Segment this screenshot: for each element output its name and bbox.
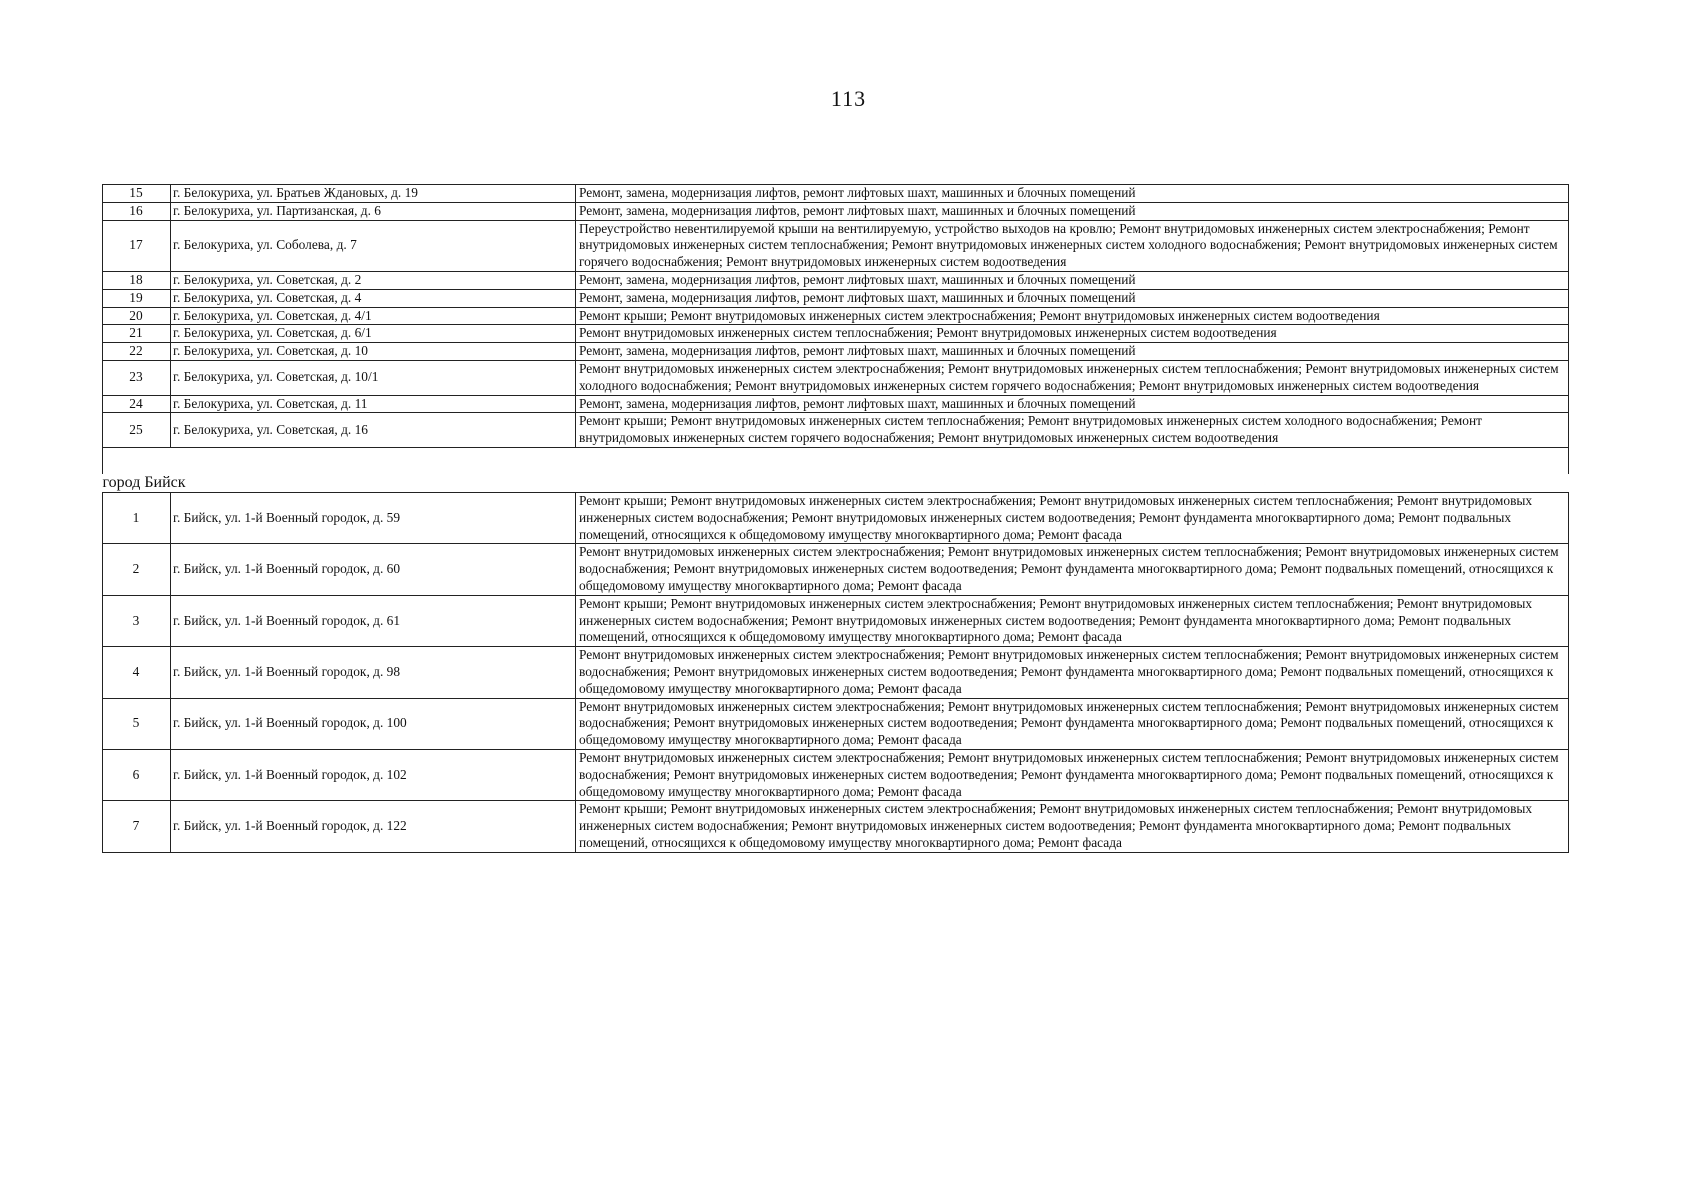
spacer-row bbox=[103, 447, 1569, 474]
section-heading: город Бийск bbox=[103, 474, 1569, 493]
row-address: г. Бийск, ул. 1-й Военный городок, д. 61 bbox=[171, 595, 576, 646]
row-number: 22 bbox=[103, 343, 171, 361]
section-biysk-rows bbox=[103, 492, 1569, 852]
row-number: 6 bbox=[103, 749, 171, 800]
row-address: г. Белокуриха, ул. Братьев Ждановых, д. 19 bbox=[171, 185, 576, 203]
table-row bbox=[103, 202, 1569, 220]
row-works: Ремонт крыши; Ремонт внутридомовых инженерных систем теплоснабжения; Ремонт внутридомовых инженерных систем холодного водоснабжения; Ремонт внутридомовых инженерных систем горячего водоснабжения; Ремонт внутридомовых инженерных систем водоотведения bbox=[576, 413, 1569, 448]
table-row bbox=[103, 413, 1569, 448]
table-row bbox=[103, 492, 1569, 543]
row-works: Ремонт, замена, модернизация лифтов, ремонт лифтовых шахт, машинных и блочных помещений bbox=[576, 185, 1569, 203]
row-address: г. Белокуриха, ул. Советская, д. 10 bbox=[171, 343, 576, 361]
table-row bbox=[103, 749, 1569, 800]
row-works: Ремонт внутридомовых инженерных систем электроснабжения; Ремонт внутридомовых инженерных систем теплоснабжения; Ремонт внутридомовых инженерных систем холодного водоснабжения; Ремонт внутридомовых инженерных систем горячего водоснабжения; Ремонт внутридомовых инженерных систем водоотведения bbox=[576, 360, 1569, 395]
row-works: Ремонт, замена, модернизация лифтов, ремонт лифтовых шахт, машинных и блочных помещений bbox=[576, 343, 1569, 361]
section-belokurikha-rows bbox=[103, 185, 1569, 448]
row-address: г. Бийск, ул. 1-й Военный городок, д. 100 bbox=[171, 698, 576, 749]
row-address: г. Бийск, ул. 1-й Военный городок, д. 122 bbox=[171, 801, 576, 852]
row-address: г. Белокуриха, ул. Партизанская, д. 6 bbox=[171, 202, 576, 220]
row-works: Ремонт внутридомовых инженерных систем теплоснабжения; Ремонт внутридомовых инженерных систем водоотведения bbox=[576, 325, 1569, 343]
row-number: 5 bbox=[103, 698, 171, 749]
table-row bbox=[103, 698, 1569, 749]
row-number: 15 bbox=[103, 185, 171, 203]
table-row bbox=[103, 307, 1569, 325]
row-number: 18 bbox=[103, 271, 171, 289]
row-number: 3 bbox=[103, 595, 171, 646]
row-address: г. Бийск, ул. 1-й Военный городок, д. 102 bbox=[171, 749, 576, 800]
section-heading-row bbox=[103, 474, 1569, 493]
row-number: 4 bbox=[103, 647, 171, 698]
table-row bbox=[103, 343, 1569, 361]
row-works: Ремонт крыши; Ремонт внутридомовых инженерных систем электроснабжения; Ремонт внутридомовых инженерных систем теплоснабжения; Ремонт внутридомовых инженерных систем водоснабжения; Ремонт внутридомовых инженерных систем водоотведения; Ремонт фундамента многоквартирного дома; Ремонт подвальных помещений, относящихся к общедомовому имуществу многоквартирного дома; Ремонт фасада bbox=[576, 801, 1569, 852]
row-works: Ремонт внутридомовых инженерных систем электроснабжения; Ремонт внутридомовых инженерных систем теплоснабжения; Ремонт внутридомовых инженерных систем водоснабжения; Ремонт внутридомовых инженерных систем водоотведения; Ремонт фундамента многоквартирного дома; Ремонт подвальных помещений, относящихся к общедомовому имуществу многоквартирного дома; Ремонт фасада bbox=[576, 698, 1569, 749]
row-number: 24 bbox=[103, 395, 171, 413]
row-number: 17 bbox=[103, 220, 171, 271]
table-row bbox=[103, 647, 1569, 698]
row-number: 1 bbox=[103, 492, 171, 543]
table-row bbox=[103, 801, 1569, 852]
row-address: г. Белокуриха, ул. Советская, д. 4 bbox=[171, 289, 576, 307]
row-address: г. Белокуриха, ул. Советская, д. 6/1 bbox=[171, 325, 576, 343]
row-works: Ремонт крыши; Ремонт внутридомовых инженерных систем электроснабжения; Ремонт внутридомовых инженерных систем теплоснабжения; Ремонт внутридомовых инженерных систем водоснабжения; Ремонт внутридомовых инженерных систем водоотведения; Ремонт фундамента многоквартирного дома; Ремонт подвальных помещений, относящихся к общедомовому имуществу многоквартирного дома; Ремонт фасада bbox=[576, 595, 1569, 646]
row-address: г. Бийск, ул. 1-й Военный городок, д. 98 bbox=[171, 647, 576, 698]
repair-schedule-table bbox=[102, 184, 1569, 853]
table-row bbox=[103, 289, 1569, 307]
row-works: Ремонт внутридомовых инженерных систем электроснабжения; Ремонт внутридомовых инженерных систем теплоснабжения; Ремонт внутридомовых инженерных систем водоснабжения; Ремонт внутридомовых инженерных систем водоотведения; Ремонт фундамента многоквартирного дома; Ремонт подвальных помещений, относящихся к общедомовому имуществу многоквартирного дома; Ремонт фасада bbox=[576, 647, 1569, 698]
row-works: Ремонт, замена, модернизация лифтов, ремонт лифтовых шахт, машинных и блочных помещений bbox=[576, 202, 1569, 220]
row-works: Ремонт крыши; Ремонт внутридомовых инженерных систем электроснабжения; Ремонт внутридомовых инженерных систем водоотведения bbox=[576, 307, 1569, 325]
row-number: 23 bbox=[103, 360, 171, 395]
table-row bbox=[103, 325, 1569, 343]
row-number: 16 bbox=[103, 202, 171, 220]
table-row bbox=[103, 360, 1569, 395]
row-address: г. Белокуриха, ул. Советская, д. 10/1 bbox=[171, 360, 576, 395]
row-number: 25 bbox=[103, 413, 171, 448]
table-row bbox=[103, 220, 1569, 271]
row-number: 7 bbox=[103, 801, 171, 852]
row-works: Ремонт, замена, модернизация лифтов, ремонт лифтовых шахт, машинных и блочных помещений bbox=[576, 395, 1569, 413]
row-number: 19 bbox=[103, 289, 171, 307]
row-number: 21 bbox=[103, 325, 171, 343]
row-works: Ремонт, замена, модернизация лифтов, ремонт лифтовых шахт, машинных и блочных помещений bbox=[576, 289, 1569, 307]
row-works: Ремонт, замена, модернизация лифтов, ремонт лифтовых шахт, машинных и блочных помещений bbox=[576, 271, 1569, 289]
row-works: Переустройство невентилируемой крыши на вентилируемую, устройство выходов на кровлю; Ремонт внутридомовых инженерных систем электроснабжения; Ремонт внутридомовых инженерных систем теплоснабжения; Ремонт внутридомовых инженерных систем холодного водоснабжения; Ремонт внутридомовых инженерных систем горячего водоснабжения; Ремонт внутридомовых инженерных систем водоотведения bbox=[576, 220, 1569, 271]
row-address: г. Белокуриха, ул. Советская, д. 16 bbox=[171, 413, 576, 448]
row-address: г. Белокуриха, ул. Советская, д. 11 bbox=[171, 395, 576, 413]
table-row bbox=[103, 595, 1569, 646]
table-row bbox=[103, 544, 1569, 595]
page-number: 113 bbox=[830, 86, 867, 111]
row-address: г. Белокуриха, ул. Советская, д. 4/1 bbox=[171, 307, 576, 325]
table-row bbox=[103, 395, 1569, 413]
row-address: г. Бийск, ул. 1-й Военный городок, д. 59 bbox=[171, 492, 576, 543]
table-row bbox=[103, 271, 1569, 289]
table-row bbox=[103, 185, 1569, 203]
section-spacer bbox=[103, 447, 1569, 492]
row-address: г. Бийск, ул. 1-й Военный городок, д. 60 bbox=[171, 544, 576, 595]
row-works: Ремонт внутридомовых инженерных систем электроснабжения; Ремонт внутридомовых инженерных систем теплоснабжения; Ремонт внутридомовых инженерных систем водоснабжения; Ремонт внутридомовых инженерных систем водоотведения; Ремонт фундамента многоквартирного дома; Ремонт подвальных помещений, относящихся к общедомовому имуществу многоквартирного дома; Ремонт фасада bbox=[576, 544, 1569, 595]
row-address: г. Белокуриха, ул. Соболева, д. 7 bbox=[171, 220, 576, 271]
row-number: 20 bbox=[103, 307, 171, 325]
row-number: 2 bbox=[103, 544, 171, 595]
row-works: Ремонт внутридомовых инженерных систем электроснабжения; Ремонт внутридомовых инженерных систем теплоснабжения; Ремонт внутридомовых инженерных систем водоснабжения; Ремонт внутридомовых инженерных систем водоотведения; Ремонт фундамента многоквартирного дома; Ремонт подвальных помещений, относящихся к общедомовому имуществу многоквартирного дома; Ремонт фасада bbox=[576, 749, 1569, 800]
row-address: г. Белокуриха, ул. Советская, д. 2 bbox=[171, 271, 576, 289]
row-works: Ремонт крыши; Ремонт внутридомовых инженерных систем электроснабжения; Ремонт внутридомовых инженерных систем теплоснабжения; Ремонт внутридомовых инженерных систем водоснабжения; Ремонт внутридомовых инженерных систем водоотведения; Ремонт фундамента многоквартирного дома; Ремонт подвальных помещений, относящихся к общедомовому имуществу многоквартирного дома; Ремонт фасада bbox=[576, 492, 1569, 543]
